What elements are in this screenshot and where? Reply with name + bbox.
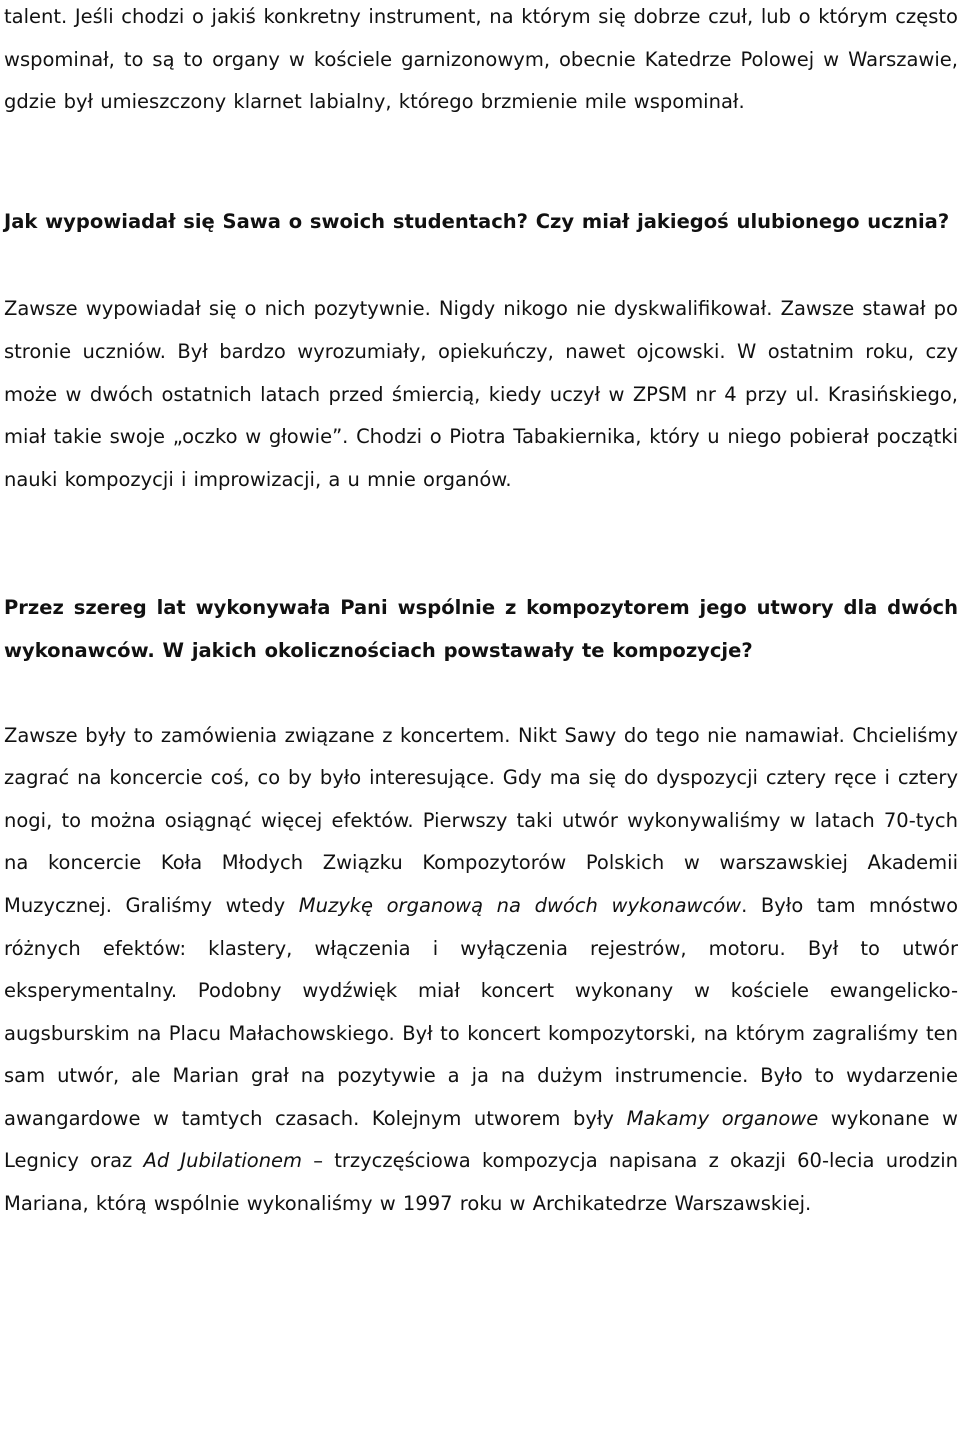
work-title: Muzykę organową na dwóch wykonawców (298, 893, 742, 917)
work-title: Makamy organowe (626, 1106, 819, 1130)
answer-text-part: wykonane w Legnicy oraz (4, 1106, 959, 1173)
question-compositions: Przez szereg lat wykonywała Pani wspólnie z kompozytorem jego utwory dla dwóch wykonawców. W jakich okolicznościach powstawały te kompozycje? (4, 596, 958, 662)
question-students: Jak wypowiadał się Sawa o swoich studentach? Czy miał jakiegoś ulubionego ucznia? (4, 209, 950, 233)
answer-text-part: – trzyczęściowa kompozycja napisana z okazji 60-lecia urodzin Mariana, którą wspólnie wykonaliśmy w 1997 roku w Archikatedrze Warszawskiej. (4, 1149, 958, 1216)
answer-text-part: Zawsze były to zamówienia związane z koncertem. Nikt Sawy do tego nie namawiał. Chcieliśmy zagrać na koncercie coś, co by było interesujące. Gdy ma się do dyspozycji cztery ręce i cztery nogi, to można osiągnąć więcej efektów. Pierwszy taki utwór wykonywaliśmy w latach 70-tych na koncercie Koła Młodych Związku Kompozytorów Polskich w warszawskiej Akademii Muzycznej. Graliśmy wtedy (4, 723, 958, 917)
answer-students: Zawsze wypowiadał się o nich pozytywnie. Nigdy nikogo nie dyskwalifikował. Zawsze stawał po stronie uczniów. Był bardzo wyrozumiały, opiekuńczy, nawet ojcowski. W ostatnim roku, czy może w dwóch ostatnich latach przed śmiercią, kiedy uczył w ZPSM nr 4 przy ul. Krasińskiego, miał takie swoje „oczko w głowie”. Chodzi o Piotra Tabakiernika, który u niego pobierał początki nauki kompozycji i improwizacji, a u mnie organów. (4, 297, 958, 491)
answer-text-part: . Było tam mnóstwo różnych efektów: klastery, włączenia i wyłączenia rejestrów, motoru. Był to utwór eksperymentalny. Podobny wydźwięk miał koncert wykonany w kościele ewangelicko-augsburskim na Placu Małachowskiego. Był to koncert kompozytorski, na którym zagraliśmy ten sam utwór, ale Marian grał na pozytywie a ja na dużym instrumencie. Było to wydarzenie awangardowe w tamtych czasach. Kolejnym utworem były (4, 893, 958, 1130)
document-page (4, 0, 958, 1226)
answer-compositions (4, 715, 958, 1226)
intro-paragraph: talent. Jeśli chodzi o jakiś konkretny instrument, na którym się dobrze czuł, lub o którym często wspominał, to są to organy w kościele garnizonowym, obecnie Katedrze Polowej w Warszawie, gdzie był umieszczony klarnet labialny, którego brzmienie mile wspominał. (4, 5, 958, 114)
work-title: Ad Jubilationem (143, 1149, 303, 1173)
